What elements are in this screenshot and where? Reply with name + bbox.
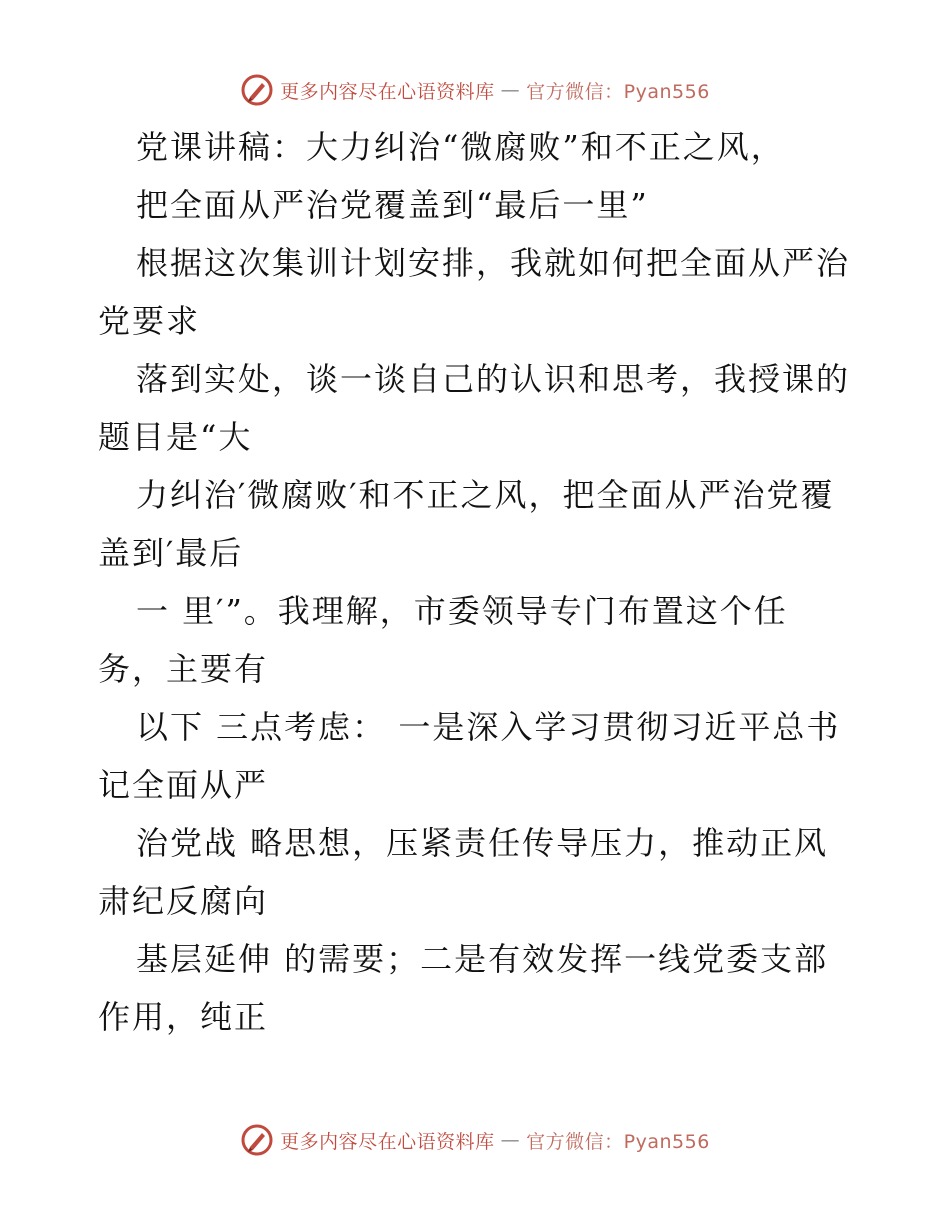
- watermark-separator: —: [500, 79, 521, 101]
- document-body: [98, 118, 858, 1046]
- paragraph-line: 落到实处，谈一谈自己的认识和思考，我授课的: [136, 360, 851, 398]
- title-line-2: 把全面从严治党覆盖到“最后一里”: [136, 186, 649, 224]
- watermark-brand: 更多内容尽在心语资料库: [280, 1130, 495, 1153]
- paragraph-line: 盖到′最后: [98, 534, 244, 572]
- paragraph-line: 肃纪反腐向: [98, 882, 269, 920]
- paragraph-line: 根据这次集训计划安排，我就如何把全面从严治: [136, 244, 851, 282]
- paragraph-line: 题目是“大: [98, 418, 253, 456]
- paragraph-line: 务，主要有: [98, 650, 269, 688]
- header-watermark: [0, 70, 950, 110]
- watermark-contact: 官方微信：Pyan556: [526, 80, 710, 103]
- pen-logo-icon: [240, 73, 274, 107]
- paragraph-line: 一 里′”。我理解，市委领导专门布置这个任: [136, 592, 788, 630]
- paragraph-line: 治党战 略思想，压紧责任传导压力，推动正风: [136, 824, 829, 862]
- paragraph-line: 党要求: [98, 302, 201, 340]
- title-line-1: 党课讲稿：大力纠治“微腐败”和不正之风，: [136, 128, 785, 166]
- watermark-separator: —: [500, 1129, 521, 1151]
- watermark-brand: 更多内容尽在心语资料库: [280, 80, 495, 103]
- paragraph-line: 记全面从严: [98, 766, 269, 804]
- paragraph-line: 作用，纯正: [98, 998, 269, 1036]
- paragraph-line: 力纠治′微腐败′和不正之风，把全面从严治党覆: [136, 476, 835, 514]
- paragraph-line: 基层延伸 的需要；二是有效发挥一线党委支部: [136, 940, 829, 978]
- paragraph-line: 以下 三点考虑： 一是深入学习贯彻习近平总书: [136, 708, 841, 746]
- watermark-contact: 官方微信：Pyan556: [526, 1130, 710, 1153]
- footer-watermark: [0, 1120, 950, 1160]
- pen-logo-icon: [240, 1123, 274, 1157]
